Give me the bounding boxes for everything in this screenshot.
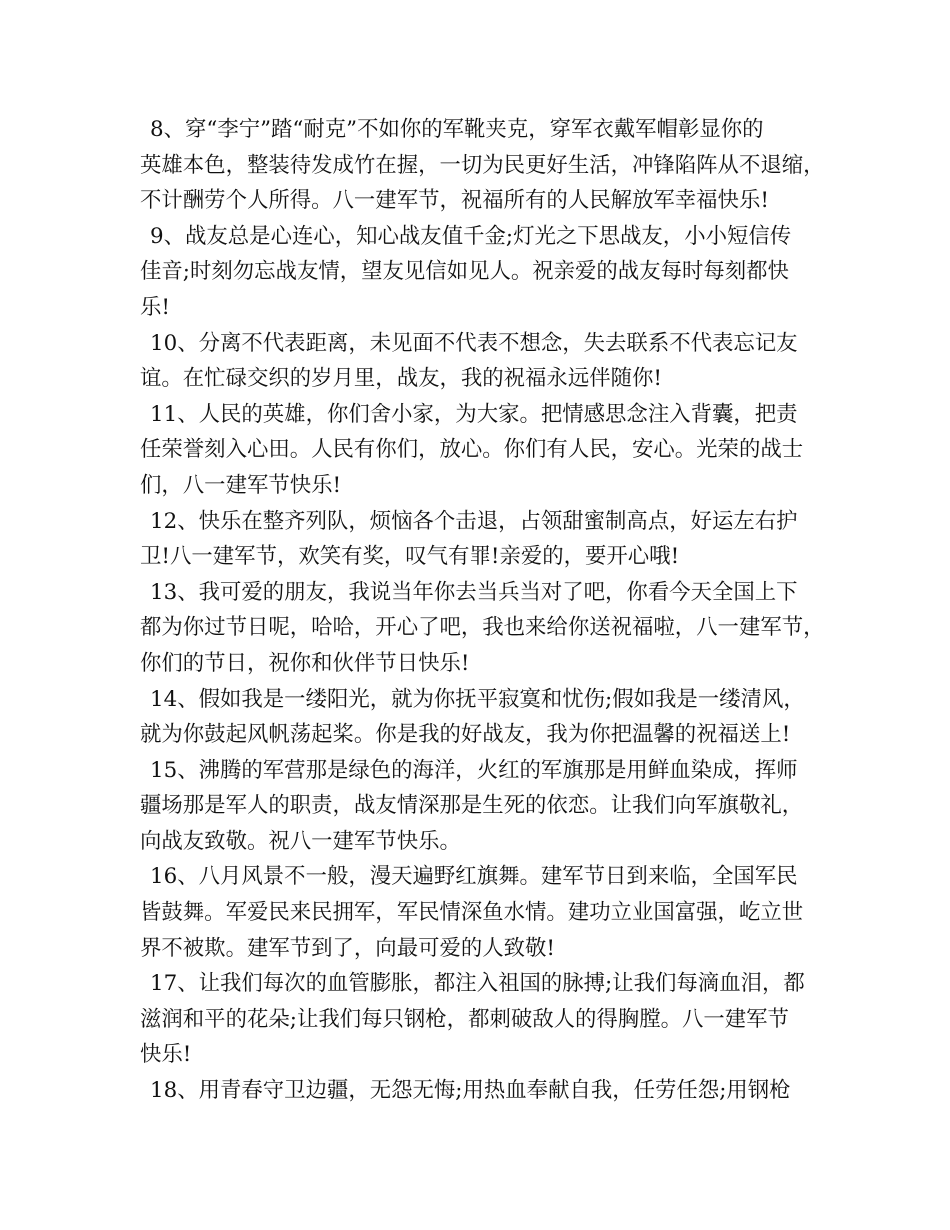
text-line: 都为你过节日呢，哈哈，开心了吧，我也来给你送祝福啦，八一建军节， <box>140 615 825 641</box>
wish-paragraph <box>140 326 840 397</box>
text-line: 你们的节日，祝你和伙伴节日快乐! <box>140 650 470 676</box>
text-line: 10、分离不代表距离，未见面不代表不想念，失去联系不代表忘记友 <box>150 330 798 356</box>
text-line: 11、人民的英雄，你们舍小家，为大家。把情感思念注入背囊，把责 <box>150 401 798 427</box>
text-line: 17、让我们每次的血管膨胀，都注入祖国的脉搏;让我们每滴血泪，都 <box>150 971 805 997</box>
wish-paragraph <box>140 753 840 860</box>
document-page <box>140 112 840 1109</box>
wish-paragraph <box>140 1073 840 1109</box>
text-line: 任荣誉刻入心田。人民有你们，放心。你们有人民，安心。光荣的战士 <box>140 437 804 463</box>
wish-paragraph <box>140 682 840 753</box>
text-line: 界不被欺。建军节到了，向最可爱的人致敬! <box>140 935 556 961</box>
text-line: 英雄本色，整装待发成竹在握，一切为民更好生活，冲锋陷阵从不退缩， <box>140 152 825 178</box>
wish-paragraph <box>140 397 840 504</box>
text-line: 向战友致敬。祝八一建军节快乐。 <box>140 828 461 854</box>
text-line: 15、沸腾的军营那是绿色的海洋，火红的军旗那是用鲜血染成，挥师 <box>150 757 798 783</box>
text-line: 13、我可爱的朋友，我说当年你去当兵当对了吧，你看今天全国上下 <box>150 579 798 605</box>
text-line: 8、穿“李宁”踏“耐克”不如你的军靴夹克，穿军衣戴军帽彰显你的 <box>150 117 764 142</box>
text-line: 谊。在忙碌交织的岁月里，战友，我的祝福永远伴随你! <box>140 366 662 392</box>
text-line: 滋润和平的花朵;让我们每只钢枪，都刺破敌人的得胸膛。八一建军节 <box>140 1006 789 1032</box>
text-line: 18、用青春守卫边疆，无怨无悔;用热血奉献自我，任劳任怨;用钢枪 <box>150 1078 791 1104</box>
text-line: 不计酬劳个人所得。八一建军节，祝福所有的人民解放军幸福快乐! <box>140 188 769 214</box>
text-line: 们，八一建军节快乐! <box>140 472 342 498</box>
text-line: 疆场那是军人的职责，战友情深那是生死的依恋。让我们向军旗敬礼， <box>140 793 804 819</box>
text-line: 乐! <box>140 294 170 320</box>
wish-paragraph <box>140 575 840 682</box>
text-line: 快乐! <box>140 1042 192 1068</box>
wish-paragraph <box>140 966 840 1073</box>
text-line: 佳音;时刻勿忘战友情，望友见信如见人。祝亲爱的战友每时每刻都快 <box>140 259 789 285</box>
text-line: 就为你鼓起风帆荡起桨。你是我的好战友，我为你把温馨的祝福送上! <box>140 722 791 748</box>
wish-paragraph <box>140 112 840 219</box>
wish-paragraph <box>140 219 840 326</box>
text-line: 12、快乐在整齐列队，烦恼各个击退，占领甜蜜制高点，好运左右护 <box>150 508 798 534</box>
text-line: 卫!八一建军节，欢笑有奖，叹气有罪!亲爱的，要开心哦! <box>140 544 680 570</box>
wish-paragraph <box>140 504 840 575</box>
text-line: 16、八月风景不一般，漫天遍野红旗舞。建军节日到来临，全国军民 <box>150 864 798 890</box>
text-line: 皆鼓舞。军爱民来民拥军，军民情深鱼水情。建功立业国富强，屹立世 <box>140 900 804 926</box>
wish-paragraph <box>140 859 840 966</box>
text-line: 9、战友总是心连心，知心战友值千金;灯光之下思战友，小小短信传 <box>150 223 792 249</box>
text-line: 14、假如我是一缕阳光，就为你抚平寂寞和忧伤;假如我是一缕清风， <box>150 686 805 712</box>
document-body <box>140 112 840 1109</box>
